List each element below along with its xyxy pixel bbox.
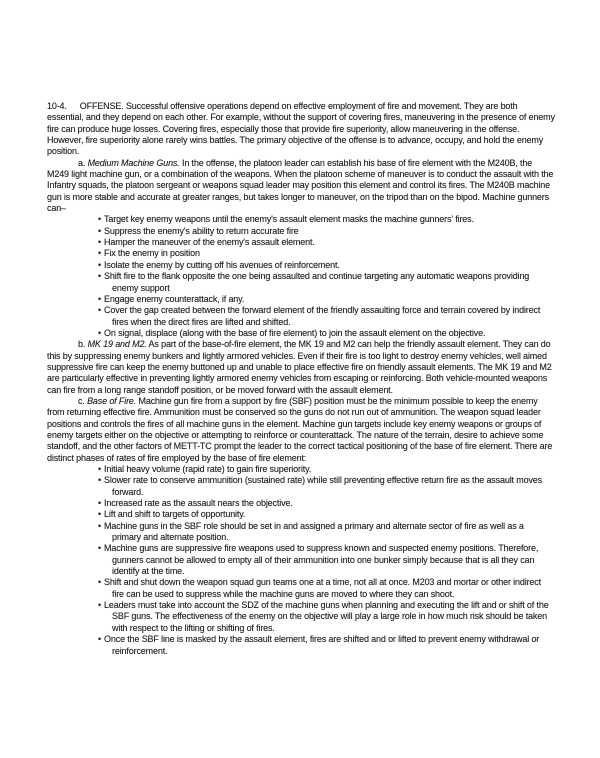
bullet-text: Hamper the maneuver of the enemy's assault element.	[104, 237, 315, 248]
bullet-icon: •	[98, 248, 102, 259]
paragraph-a	[47, 158, 555, 215]
bullet-text: Fix the enemy in position	[104, 248, 200, 259]
bullet-icon: •	[98, 237, 102, 248]
bullet-icon: •	[98, 225, 102, 236]
paragraph-c	[47, 396, 555, 464]
bullet-text: Engage enemy counterattack, if any.	[104, 293, 245, 304]
bullet-text: Leaders must take into account the SDZ of the machine guns when planning and executing the lift and or shift of the SBF guns. The effectiveness of the enemy on the objective will play a large role in how much risk should be taken with respect to the lifting or shifting of fires.	[104, 600, 549, 633]
list-item	[47, 634, 555, 657]
list-item	[47, 294, 555, 305]
list-item	[47, 305, 555, 328]
bullet-icon: •	[98, 305, 102, 316]
list-item	[47, 464, 555, 475]
list-item	[47, 214, 555, 225]
list-item	[47, 600, 555, 634]
bullet-text: Initial heavy volume (rapid rate) to gain fire superiority.	[104, 464, 312, 474]
paragraph-b	[47, 339, 555, 396]
bullet-text: Machine guns are suppressive fire weapons used to suppress known and suspected enemy positions. Therefore, gunners cannot be allowed to empty all of their ammunition into one bunker simply because that is all they can identify at the time.	[104, 543, 539, 577]
bullet-icon: •	[98, 271, 102, 282]
bullet-icon: •	[98, 475, 102, 486]
paragraph-b-title: MK 19 and M2.	[87, 339, 147, 350]
paragraph-c-title: Base of Fire.	[87, 395, 137, 406]
paragraph-a-body: In the offense, the platoon leader can establish his base of fire element with the M240B, the M249 light machine gun, or a combination of the weapons. When the platoon scheme of maneuver is to conduct the assault with the Infantry squads, the platoon sergeant or weapons squad leader may position this element and control its fires. The M240B machine gun is more stable and accurate at greater ranges, but takes longer to maneuver, on the tripod than on the bipod. Machine gunners can–	[47, 157, 554, 214]
list-item	[47, 521, 555, 544]
bullet-icon: •	[98, 634, 102, 645]
bullet-text: On signal, displace (along with the base of fire element) to join the assault element on the objective.	[104, 327, 486, 338]
bullet-text: Increased rate as the assault nears the objective.	[104, 498, 293, 509]
bullet-icon: •	[98, 543, 102, 554]
list-item	[47, 237, 555, 248]
bullet-list-a	[47, 214, 555, 339]
bullet-text: Suppress the enemy's ability to return accurate fire	[104, 225, 299, 236]
list-item	[47, 271, 555, 294]
bullet-text: Once the SBF line is masked by the assault element, fires are shifted and or lifted to prevent enemy withdrawal or reinforcement.	[104, 634, 540, 656]
paragraph-b-label: b.	[78, 339, 86, 350]
page-content	[47, 101, 555, 657]
bullet-icon: •	[98, 577, 102, 588]
list-item	[47, 260, 555, 271]
bullet-icon: •	[98, 214, 102, 225]
bullet-text: Isolate the enemy by cutting off his avenues of reinforcement.	[104, 259, 340, 270]
bullet-icon: •	[98, 600, 102, 611]
bullet-text: Target key enemy weapons until the enemy's assault element masks the machine gunners' fires.	[104, 214, 474, 225]
bullet-text: Shift fire to the flank opposite the one being assaulted and continue targeting any automatic weapons providing enemy support	[104, 271, 530, 293]
list-item	[47, 498, 555, 509]
list-item	[47, 248, 555, 259]
bullet-text: Lift and shift to targets of opportunity.	[104, 509, 246, 520]
bullet-text: Machine guns in the SBF role should be set in and assigned a primary and alternate sector of fire as well as a primary and alternate position.	[104, 520, 524, 543]
bullet-icon: •	[98, 520, 102, 531]
intro-paragraph	[47, 101, 555, 158]
bullet-text: Slower rate to conserve ammunition (sustained rate) while still preventing effective return fire as the assault moves forward.	[104, 475, 543, 497]
bullet-icon: •	[98, 259, 102, 270]
list-item	[47, 226, 555, 237]
bullet-icon: •	[98, 327, 102, 338]
bullet-list-c	[47, 464, 555, 657]
intro-text: Successful offensive operations depend on effective employment of fire and movement. They are both essential, and they depend on each other. For example, without the support of covering fires, maneuvering in the presence of enemy fire can produce huge losses. Covering fires, especially those that provide fire superiority, allow maneuvering in the offense. However, fire superiority alone rarely wins battles. The primary objective of the offense is to advance, occupy, and hold the enemy position.	[47, 101, 555, 157]
list-item	[47, 543, 555, 577]
list-item	[47, 328, 555, 339]
bullet-icon: •	[98, 464, 102, 474]
section-number: 10-4.	[47, 101, 67, 111]
paragraph-c-body: Machine gun fire from a support by fire (SBF) position must be the minimum possible to keep the enemy from returning effective fire. Ammunition must be conserved so the guns do not run out of ammunition. The weapon squad leader positions and controls the fires of all machine guns in the element. Machine gun targets include key enemy weapons or groups of enemy targets either on the objective or attempting to reinforce or counterattack. The nature of the terrain, desire to achieve some standoff, and the other factors of METT-TC prompt the leader to the correct tactical positioning of the base of fire element. There are distinct phases of rates of fire employed by the base of fire element:	[47, 395, 553, 463]
paragraph-a-title: Medium Machine Guns.	[87, 157, 180, 168]
bullet-text: Shift and shut down the weapon squad gun teams one at a time, not all at once. M203 and mortar or other indirect fire can be used to suppress while the machine guns are moved to where they can shoot.	[104, 577, 541, 599]
paragraph-c-label: c.	[78, 395, 85, 406]
bullet-icon: •	[98, 498, 102, 509]
list-item	[47, 475, 555, 498]
bullet-text: Cover the gap created between the forward element of the friendly assaulting force and terrain covered by indirect fires when the direct fires are lifted and shifted.	[104, 305, 541, 327]
bullet-icon: •	[98, 293, 102, 304]
list-item	[47, 577, 555, 600]
paragraph-a-label: a.	[78, 157, 86, 168]
list-item	[47, 509, 555, 520]
section-title: OFFENSE.	[79, 101, 124, 111]
bullet-icon: •	[98, 509, 102, 520]
paragraph-b-body: As part of the base-of-fire element, the MK 19 and M2 can help the friendly assault element. They can do this by suppressing enemy bunkers and lightly armored vehicles. Even if their fire is too light to destroy enemy vehicles, well aimed suppressive fire can keep the enemy buttoned up and unable to place effective fire on friendly assault elements. The MK 19 and M2 are particularly effective in preventing lightly armored enemy vehicles from escaping or reinforcing. Both vehicle-mounted weapons can fire from a long range standoff position, or be moved forward with the assault element.	[47, 339, 552, 395]
